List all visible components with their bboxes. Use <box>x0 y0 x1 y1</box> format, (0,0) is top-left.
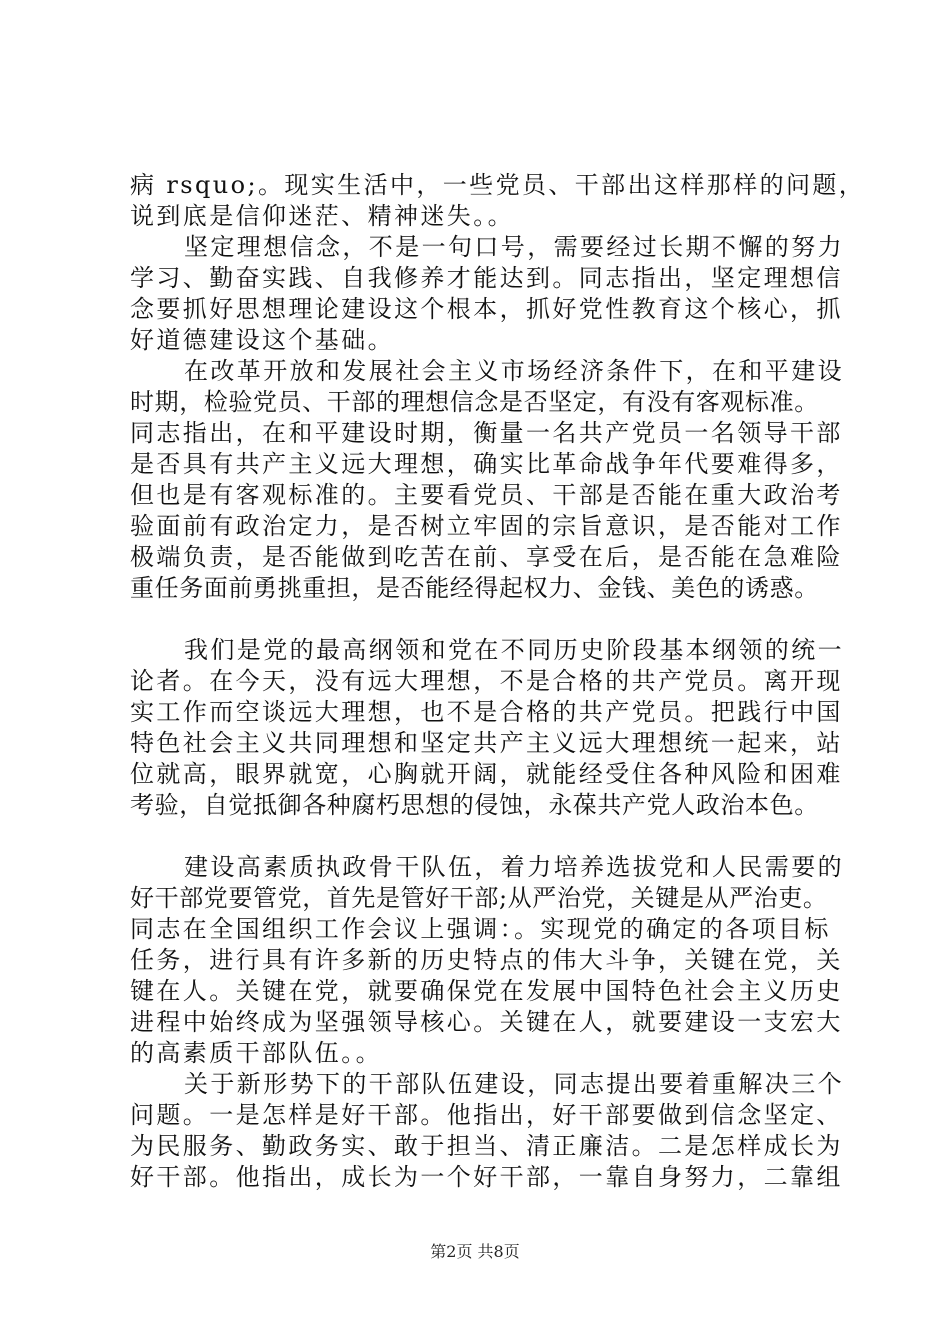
text-line: 特色社会主义共同理想和坚定共产主义远大理想统一起来，站 <box>130 729 843 757</box>
paragraph <box>130 852 844 1069</box>
text-line: 键在人。关键在党，就要确保党在发展中国特色社会主义历史 <box>130 977 843 1005</box>
text-line: 论者。在今天，没有远大理想，不是合格的共产党员。离开现 <box>130 667 843 695</box>
text-line: 建设高素质执政骨干队伍，着力培养选拔党和人民需要的 <box>184 853 844 881</box>
text-line: 但也是有客观标准的。主要看党员、干部是否能在重大政治考 <box>130 481 843 509</box>
text-line: 我们是党的最高纲领和党在不同历史阶段基本纲领的统一 <box>184 636 844 664</box>
paragraph-gap <box>130 604 830 635</box>
paragraph <box>130 356 844 604</box>
paragraph <box>130 1069 844 1193</box>
paragraph <box>130 170 866 232</box>
text-line: 念要抓好思想理论建设这个根本，抓好党性教育这个核心，抓 <box>130 295 843 323</box>
text-line: 问题。一是怎样是好干部。他指出，好干部要做到信念坚定、 <box>130 1101 843 1129</box>
text-line: 关于新形势下的干部队伍建设，同志提出要着重解决三个 <box>184 1070 844 1098</box>
text-line: 是否具有共产主义远大理想，确实比革命战争年代要难得多， <box>130 450 843 478</box>
paragraph <box>130 635 844 821</box>
text-line: 的高素质干部队伍。。 <box>130 1039 382 1067</box>
text-line: 说到底是信仰迷茫、精神迷失。。 <box>130 202 514 230</box>
text-line: 学习、勤奋实践、自我修养才能达到。同志指出，坚定理想信 <box>130 264 843 292</box>
text-line: 同志指出，在和平建设时期，衡量一名共产党员一名领导干部 <box>130 419 843 447</box>
text-line: 时期，检验党员、干部的理想信念是否坚定，有没有客观标准。 <box>130 388 819 416</box>
text-line: 验面前有政治定力，是否树立牢固的宗旨意识，是否能对工作 <box>130 512 843 540</box>
text-line: 为民服务、勤政务实、敢于担当、清正廉洁。二是怎样成长为 <box>130 1132 843 1160</box>
text-line: 进程中始终成为坚强领导核心。关键在人，就要建设一支宏大 <box>130 1008 843 1036</box>
text-line: 好干部党要管党，首先是管好干部;从严治党，关键是从严治吏。 <box>130 884 828 912</box>
page-number-footer: 第2页 共8页 <box>430 1242 520 1261</box>
text-line: 好干部。他指出，成长为一个好干部，一靠自身努力，二靠组 <box>130 1163 843 1191</box>
text-line: 位就高，眼界就宽，心胸就开阔，就能经受住各种风险和困难 <box>130 760 843 788</box>
paragraph-gap <box>130 821 830 852</box>
text-line: 任务，进行具有许多新的历史特点的伟大斗争，关键在党，关 <box>130 946 843 974</box>
text-line: 实工作而空谈远大理想，也不是合格的共产党员。把践行中国 <box>130 698 843 726</box>
paragraph <box>130 232 844 356</box>
text-line: 考验，自觉抵御各种腐朽思想的侵蚀，永葆共产党人政治本色。 <box>130 791 819 819</box>
text-line: 重任务面前勇挑重担，是否能经得起权力、金钱、美色的诱惑。 <box>130 574 819 602</box>
text-line: 在改革开放和发展社会主义市场经济条件下，在和平建设 <box>184 357 844 385</box>
text-line: 同志在全国组织工作会议上强调：。实现党的确定的各项目标 <box>130 915 831 943</box>
text-line: 好道德建设这个基础。 <box>130 326 394 354</box>
text-line: 极端负责，是否能做到吃苦在前、享受在后，是否能在急难险 <box>130 543 843 571</box>
document-body <box>130 170 866 1193</box>
text-line: 病 rsquo;。现实生活中，一些党员、干部出这样那样的问题， <box>130 171 866 199</box>
text-line: 坚定理想信念，不是一句口号，需要经过长期不懈的努力 <box>184 233 844 261</box>
